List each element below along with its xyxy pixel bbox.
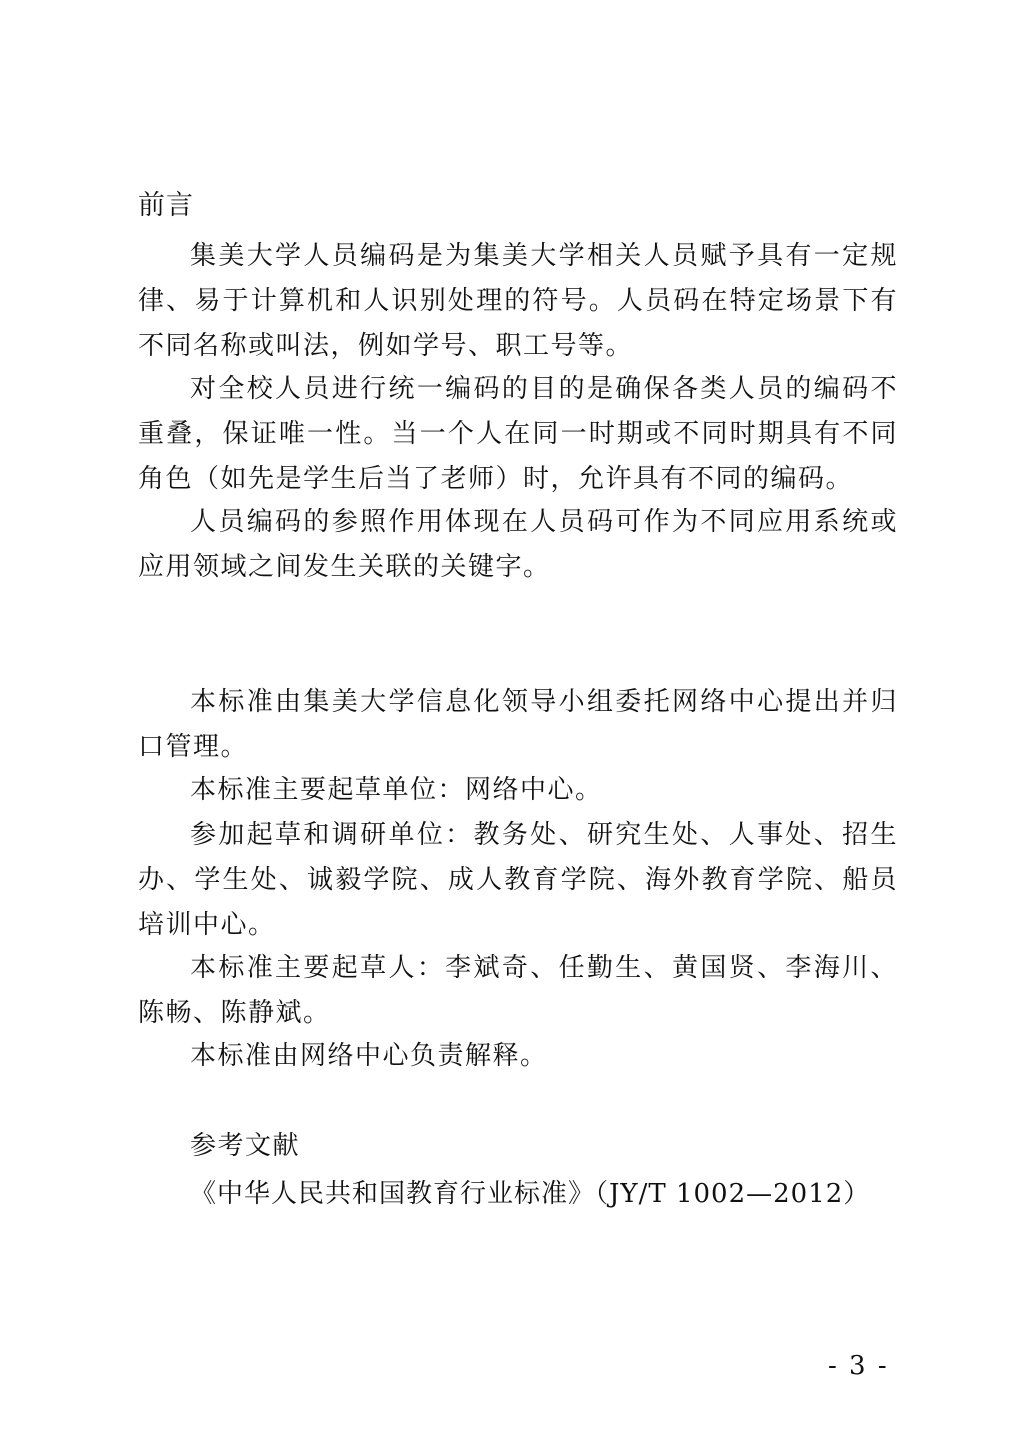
- reference-item: 《中华人民共和国教育行业标准》（JY/T 1002—2012）: [190, 1179, 871, 1209]
- references-title: 参考文献: [190, 1131, 301, 1161]
- section-heading: 前言: [138, 190, 194, 221]
- paragraph-drafters: 本标准主要起草人：李斌奇、任勤生、黄国贤、李海川、陈畅、陈静斌。: [138, 953, 898, 1028]
- paragraph-interpretation: 本标准由网络中心负责解释。: [190, 1041, 548, 1071]
- paragraph-encoding-definition: 集美大学人员编码是为集美大学相关人员赋予具有一定规律、易于计算机和人识别处理的符号。人员码在特定场景下有不同名称或叫法，例如学号、职工号等。: [138, 241, 898, 361]
- paragraph-participating-units: 参加起草和调研单位：教务处、研究生处、人事处、招生办、学生处、诚毅学院、成人教育学院、海外教育学院、船员培训中心。: [138, 820, 898, 940]
- paragraph-standard-management: 本标准由集美大学信息化领导小组委托网络中心提出并归口管理。: [138, 687, 898, 762]
- paragraph-encoding-purpose: 对全校人员进行统一编码的目的是确保各类人员的编码不重叠，保证唯一性。当一个人在同一时期或不同时期具有不同角色（如先是学生后当了老师）时，允许具有不同的编码。: [138, 374, 898, 494]
- page-number: - 3 -: [828, 1351, 889, 1381]
- paragraph-drafting-unit: 本标准主要起草单位：网络中心。: [190, 775, 603, 805]
- paragraph-encoding-reference: 人员编码的参照作用体现在人员码可作为不同应用系统或应用领域之间发生关联的关键字。: [138, 507, 898, 582]
